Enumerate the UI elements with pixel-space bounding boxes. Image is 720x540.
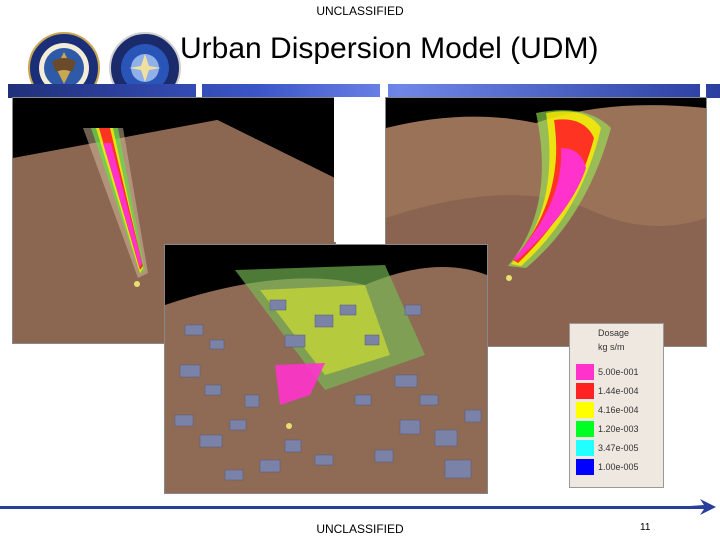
header-divider-bar [8, 84, 720, 98]
legend-value: 5.00e-001 [598, 367, 639, 377]
slide-title: Urban Dispersion Model (UDM) [180, 32, 599, 65]
legend-value: 1.00e-005 [598, 462, 639, 472]
arrow-icon [676, 498, 716, 521]
legend-title-line2: kg s/m [598, 342, 625, 352]
plume-urban-buildings-image [164, 244, 488, 494]
legend-value: 1.20e-003 [598, 424, 639, 434]
classification-footer: UNCLASSIFIED [316, 522, 404, 536]
legend-swatch [576, 364, 594, 380]
footer-divider-line [0, 506, 690, 509]
legend-swatch [576, 440, 594, 456]
classification-header: UNCLASSIFIED [316, 4, 404, 18]
legend-value: 3.47e-005 [598, 443, 639, 453]
page-number: 11 [640, 522, 651, 533]
panel-gap [334, 97, 386, 242]
legend-swatch [576, 383, 594, 399]
dosage-legend [569, 323, 664, 488]
legend-value: 4.16e-004 [598, 405, 639, 415]
legend-swatch [576, 459, 594, 475]
legend-title-line1: Dosage [598, 328, 630, 338]
legend-swatch [576, 402, 594, 418]
legend-swatch [576, 421, 594, 437]
legend-value: 1.44e-004 [598, 386, 639, 396]
